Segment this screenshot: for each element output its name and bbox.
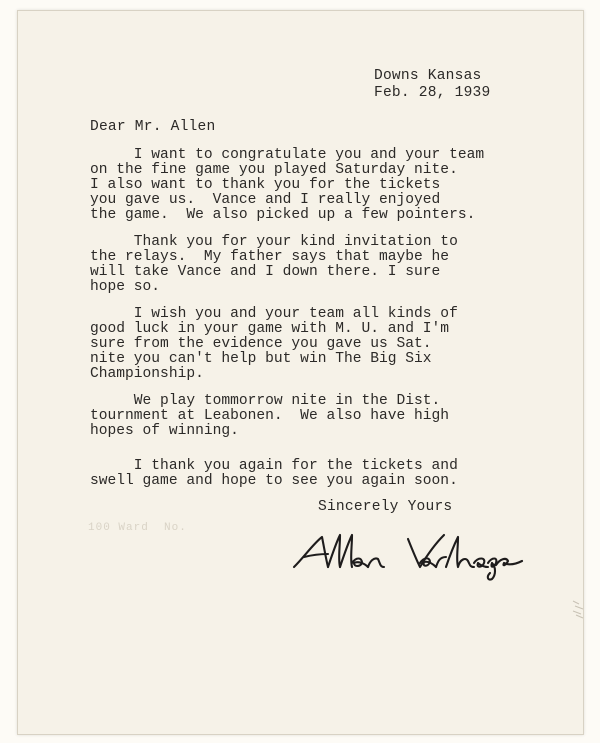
letter-date: Feb. 28, 1939 [374, 85, 491, 101]
paragraph-5 [90, 459, 458, 489]
paragraph-line: sure from the evidence you gave us Sat. [90, 336, 432, 352]
bleed-through-text: 100 Ward No. [88, 522, 187, 534]
salutation: Dear Mr. Allen [90, 119, 216, 135]
paragraph-line: swell game and hope to see you again soon. [90, 473, 458, 489]
paragraph-1 [90, 148, 484, 223]
paragraph-line: the relays. My father says that maybe he [90, 249, 450, 265]
signature [290, 527, 530, 581]
letter-sheet [17, 10, 584, 735]
paragraph-line: nite you can't help but win The Big Six [90, 351, 432, 367]
paragraph-line: tournment at Leabonen. We also have high [90, 408, 450, 424]
paragraph-4 [90, 394, 449, 439]
closing: Sincerely Yours [318, 499, 453, 515]
paragraph-line: I also want to thank you for the tickets [90, 177, 441, 193]
paper-tear-mark [571, 599, 585, 619]
paragraph-line: I want to congratulate you and your team [90, 147, 485, 163]
paragraph-line: I wish you and your team all kinds of [90, 306, 458, 322]
paragraph-line: will take Vance and I down there. I sure [90, 264, 441, 280]
signature-text: Allen Verhage [290, 528, 298, 529]
paragraph-line: hope so. [90, 279, 161, 295]
paragraph-line: Thank you for your kind invitation to [90, 234, 458, 250]
paragraph-line: I thank you again for the tickets and [90, 458, 458, 474]
paragraph-3 [90, 307, 458, 382]
paragraph-line: good luck in your game with M. U. and I'm [90, 321, 450, 337]
paragraph-line: on the fine game you played Saturday nite. [90, 162, 458, 178]
sender-place: Downs Kansas [374, 68, 482, 84]
paragraph-line: hopes of winning. [90, 423, 239, 439]
paragraph-line: We play tommorrow nite in the Dist. [90, 393, 441, 409]
paragraph-line: Championship. [90, 366, 204, 382]
paragraph-2 [90, 235, 458, 295]
paragraph-line: you gave us. Vance and I really enjoyed [90, 192, 441, 208]
paragraph-line: the game. We also picked up a few pointers. [90, 207, 476, 223]
